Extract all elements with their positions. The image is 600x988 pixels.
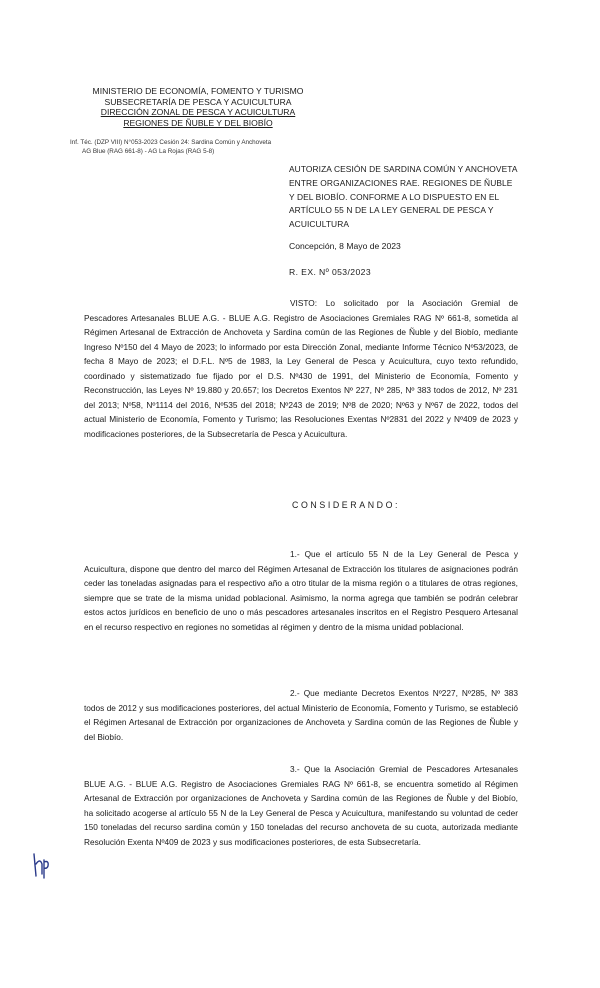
subject-text: AUTORIZA CESIÓN DE SARDINA COMÚN Y ANCHOVETA ENTRE ORGANIZACIONES RAE. REGIONES DE ÑUBLE Y DEL BIOBÍO. CONFORME A LO DISPUESTO EN EL ARTÍCULO 55 N DE LA LEY GENERAL DE PESCA Y ACUICULTURA — [289, 164, 518, 230]
resolution-number: R. EX. Nº 053/2023 — [289, 267, 371, 277]
reference-line-2: AG Blue (RAG 661-8) - AG La Rojas (RAG 5-8) — [82, 148, 215, 155]
considerando-2 — [84, 686, 518, 744]
considerando-3-text: 3.- Que la Asociación Gremial de Pescadores Artesanales BLUE A.G. - BLUE A.G. Registro de Asociaciones Gremiales RAG Nº 661-8, se encuentra sometido al Régimen Artesanal de Extracción por organizaciones de Anchoveta y Sardina común de las Regiones de Ñuble y del Biobío, ha solicitado acogerse al artículo 55 N de la Ley General de Pesca y Acuicultura, manifestando su voluntad de ceder 150 toneladas del recurso sardina común y 150 toneladas del recurso anchoveta de su cuota, autorizada mediante Resolución Exenta Nº409 de 2023 y sus modificaciones posteriores, de esta Subsecretaría. — [84, 764, 518, 847]
ministry-line: MINISTERIO DE ECONOMÍA, FOMENTO Y TURISMO — [92, 86, 304, 96]
letterhead — [88, 86, 308, 128]
visto-text: Lo solicitado por la Asociación Gremial de Pescadores Artesanales BLUE A.G. - BLUE A.G. Registro de Asociaciones Gremiales RAG Nº 661-8, sometida al Régimen Artesanal de Extracción de Anchoveta y Sardina común de las Regiones de Ñuble y del Biobío, mediante Ingreso Nº150 del 4 Mayo de 2023; lo informado por esta Dirección Zonal, mediante Informe Técnico Nº53/2023, de fecha 8 Mayo de 2023; el D.F.L. Nº5 de 1983, la Ley General de Pesca y Acuicultura, cuyo texto refundido, coordinado y sistematizado fue fijado por el D.S. Nº430 de 1991, del Ministerio de Economía, Fomento y Reconstrucción, las Leyes Nº 19.880 y 20.657; los Decretos Exentos Nº 227, Nº 285, Nº 383 todos de 2012, Nº 231 del 2013; Nº58, Nº1114 del 2016, Nº535 del 2018; Nº243 de 2019; Nº8 de 2020; Nº63 y Nº67 de 2022, todos del actual Ministerio de Economía, Fomento y Turismo; las Resoluciones Exentas Nº2831 del 2022 y Nº409 de 2023 y modificaciones posteriores, de la Subsecretaría de Pesca y Acuicultura. — [84, 298, 518, 439]
signature-initials — [30, 850, 52, 880]
considerando-1 — [84, 547, 518, 634]
considerando-1-text: 1.- Que el artículo 55 N de la Ley General de Pesca y Acuicultura, dispone que dentro del marco del Régimen Artesanal de Extracción los titulares de asignaciones podrán ceder las toneladas asignadas para el respectivo año a otro titular de la misma región o a titulares de otras regiones, siempre que se trate de la misma unidad poblacional. Asimismo, la norma agrega que también se podrán celebrar estos actos jurídicos en beneficio de uno o más pescadores artesanales inscritos en el Registro Pesquero Artesanal en el recurso respectivo en regiones no sometidas al régimen y dentro de la misma unidad poblacional. — [84, 549, 518, 632]
reference-line-1: Inf. Téc. (DZP VIII) N°053-2023 Cesión 24: Sardina Común y Anchoveta — [70, 139, 272, 146]
reference-block — [70, 138, 271, 156]
visto-label: VISTO: — [290, 298, 318, 308]
regions-line: REGIONES DE ÑUBLE Y DEL BIOBÍO — [123, 117, 273, 128]
document-date: Concepción, 8 Mayo de 2023 — [289, 241, 401, 251]
considerando-title: CONSIDERANDO: — [292, 500, 401, 510]
considerando-3 — [84, 762, 518, 849]
subsecretariat-line: SUBSECRETARÍA DE PESCA Y ACUICULTURA — [104, 96, 292, 107]
zonal-direction-line: DIRECCIÓN ZONAL DE PESCA Y ACUICULTURA — [100, 107, 296, 118]
visto-paragraph — [84, 296, 518, 441]
considerando-2-text: 2.- Que mediante Decretos Exentos Nº227, Nº285, Nº 383 todos de 2012 y sus modificaciones posteriores, del actual Ministerio de Economía, Fomento y Turismo, se estableció el Régimen Artesanal de Extracción por organizaciones de Anchoveta y Sardina común de las Regiones de Ñuble y del Biobío. — [84, 688, 518, 742]
